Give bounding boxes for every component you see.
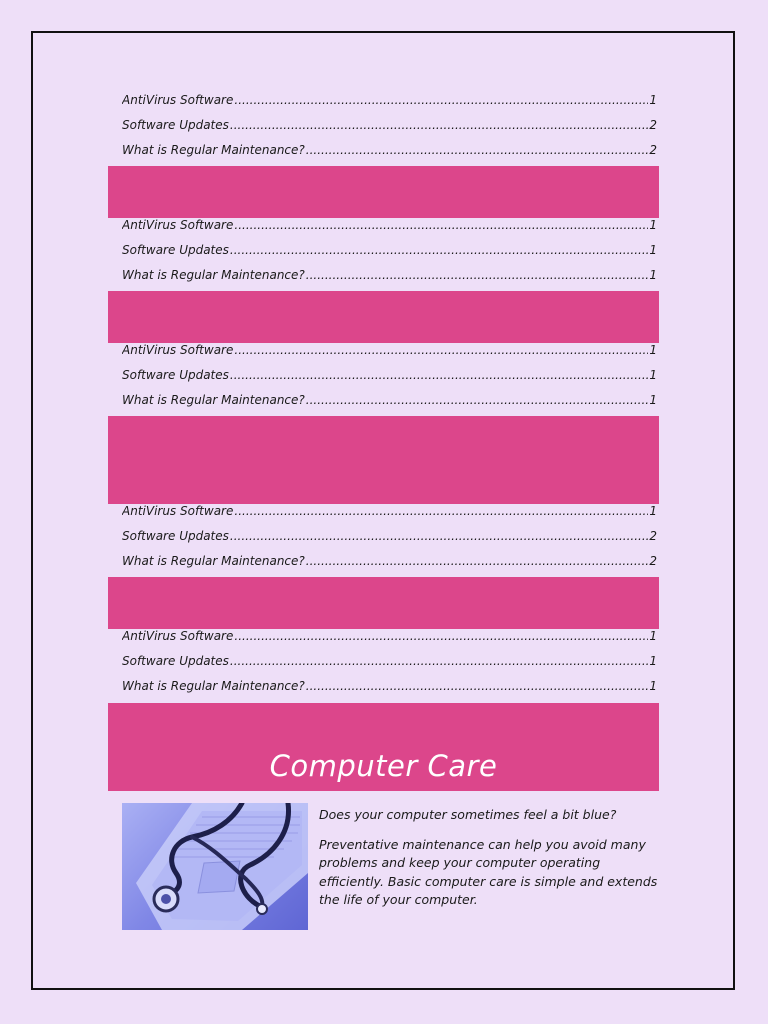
toc-group-1 [122,88,657,163]
toc-entry[interactable] [122,138,657,163]
toc-entry-page: 1 [649,243,657,257]
toc-entry-page: 2 [649,143,657,157]
intro-body: Preventative maintenance can help you avoid many problems and keep your computer operating efficiently. Basic computer care is simple and extends the life of your computer. [319,836,658,907]
toc-leader [234,624,648,649]
toc-entry-title: What is Regular Maintenance? [122,554,305,568]
toc-entry[interactable] [122,649,657,674]
toc-leader [230,113,648,138]
toc-leader [234,213,648,238]
toc-leader [230,363,648,388]
toc-entry-page: 2 [649,529,657,543]
toc-group-3 [122,338,657,413]
toc-entry-title: Software Updates [122,118,229,132]
toc-entry-page: 1 [649,393,657,407]
toc-entry-title: AntiVirus Software [122,218,234,232]
toc-entry-title: Software Updates [122,529,229,543]
toc-entry[interactable] [122,624,657,649]
toc-entry[interactable] [122,238,657,263]
toc-group-4 [122,499,657,574]
toc-leader [234,499,648,524]
toc-entry[interactable] [122,388,657,413]
toc-leader [306,138,649,163]
intro-text [319,806,659,921]
masthead-title: Computer Care [269,749,498,783]
toc-leader [230,238,648,263]
toc-leader [306,674,649,699]
toc-leader [230,524,648,549]
toc-entry-page: 1 [649,268,657,282]
toc-group-2 [122,213,657,288]
pink-band [108,166,659,218]
toc-entry-page: 1 [649,679,657,693]
toc-entry[interactable] [122,524,657,549]
toc-entry[interactable] [122,363,657,388]
pink-band [108,416,659,504]
toc-entry-page: 2 [649,554,657,568]
masthead-band [108,703,659,791]
toc-entry[interactable] [122,549,657,574]
toc-leader [306,263,649,288]
toc-entry-title: Software Updates [122,654,229,668]
toc-entry[interactable] [122,499,657,524]
toc-leader [234,338,648,363]
toc-entry-page: 1 [649,93,657,107]
toc-entry-title: What is Regular Maintenance? [122,679,305,693]
toc-leader [306,388,649,413]
toc-leader [306,549,649,574]
toc-entry-title: Software Updates [122,243,229,257]
toc-entry-page: 1 [649,654,657,668]
toc-entry-page: 1 [649,343,657,357]
pink-band [108,577,659,629]
toc-entry-title: What is Regular Maintenance? [122,268,305,282]
toc-entry[interactable] [122,113,657,138]
toc-entry-title: AntiVirus Software [122,93,234,107]
toc-entry[interactable] [122,88,657,113]
toc-entry-page: 1 [649,504,657,518]
toc-entry-title: AntiVirus Software [122,504,234,518]
toc-entry-title: AntiVirus Software [122,343,234,357]
toc-leader [234,88,648,113]
toc-leader [230,649,648,674]
toc-entry-page: 1 [649,218,657,232]
toc-entry[interactable] [122,674,657,699]
stethoscope-on-laptop-icon [122,803,308,930]
toc-entry-page: 1 [649,629,657,643]
toc-entry-page: 1 [649,368,657,382]
toc-entry-title: What is Regular Maintenance? [122,393,305,407]
toc-entry-title: Software Updates [122,368,229,382]
pink-band [108,291,659,343]
toc-entry[interactable] [122,213,657,238]
toc-group-5 [122,624,657,699]
intro-lead: Does your computer sometimes feel a bit blue? [319,807,617,822]
toc-entry-title: AntiVirus Software [122,629,234,643]
toc-entry-title: What is Regular Maintenance? [122,143,305,157]
toc-entry-page: 2 [649,118,657,132]
toc-entry[interactable] [122,263,657,288]
toc-entry[interactable] [122,338,657,363]
